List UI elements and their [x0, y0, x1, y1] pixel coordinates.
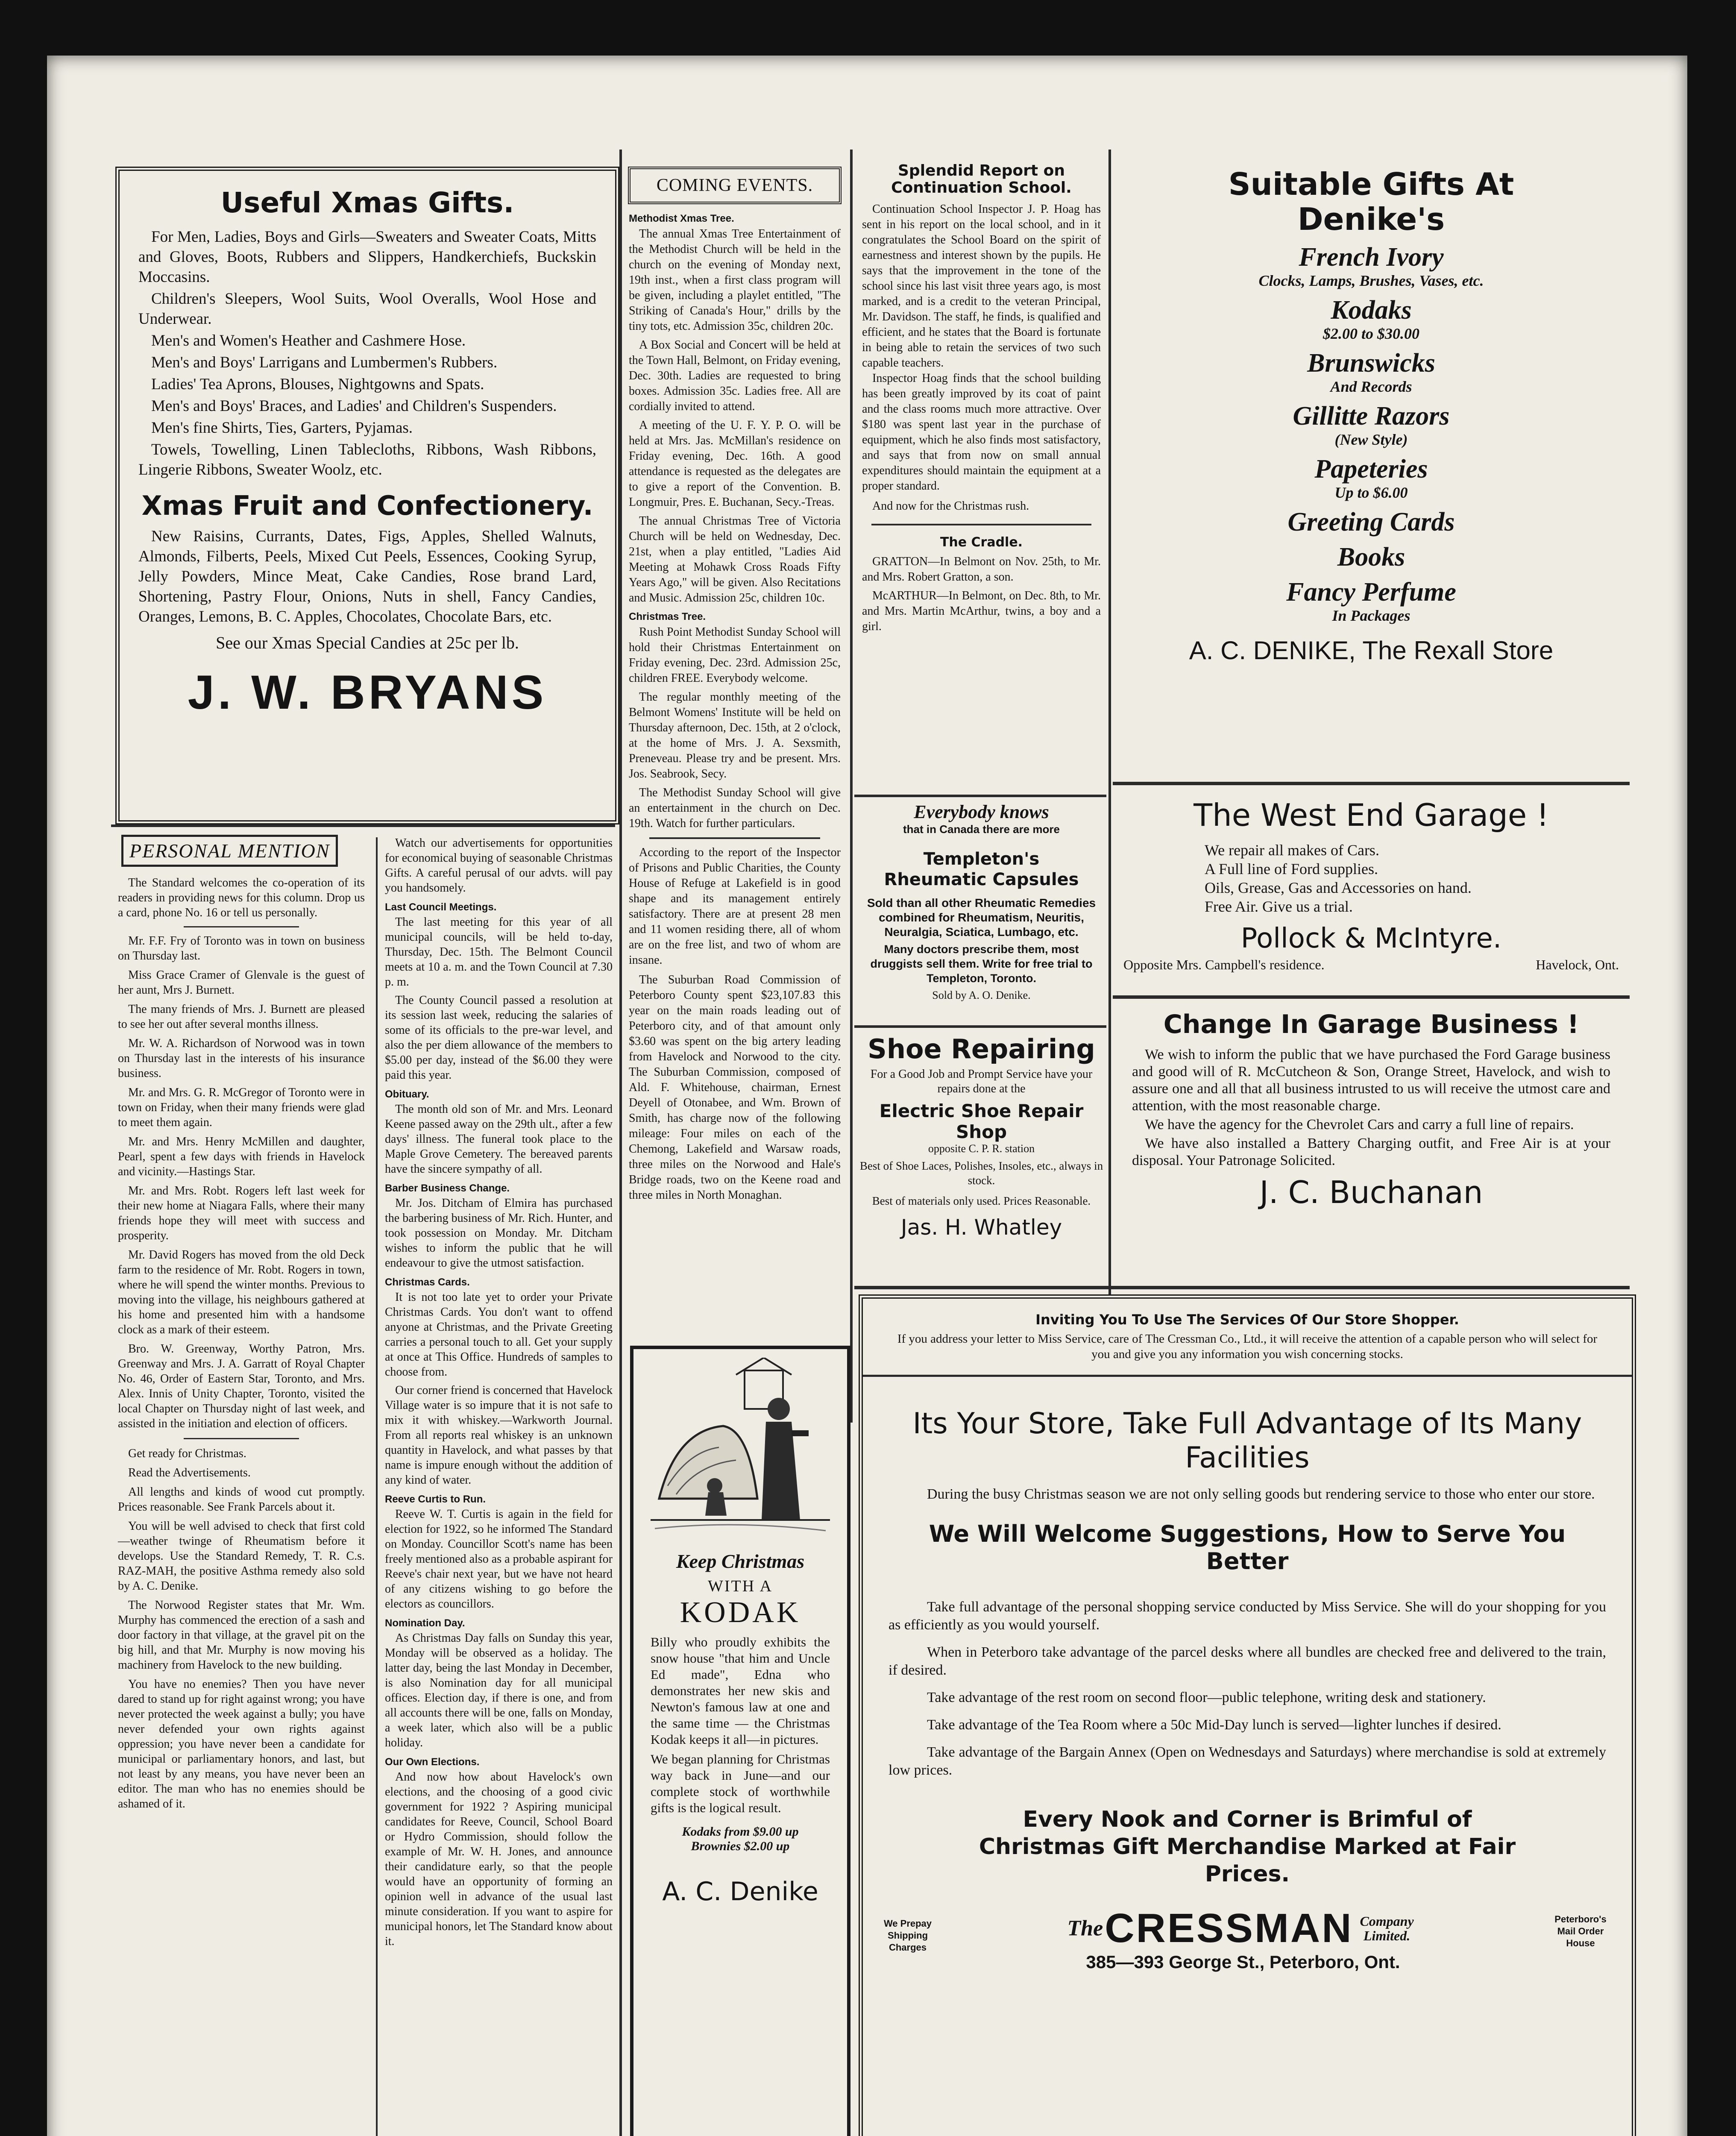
- bryans-fruit-text: New Raisins, Currants, Dates, Figs, Apples, Shelled Walnuts, Almonds, Filberts, Peels, Mixed Cut Peels, Essences, Cooking Syrup, Jelly Powders, Mince Meat, Cake Candies, Rose brand Lard, Shortening, Pastry Flour, Onions, Nuts in shell, Fancy Candies, Oranges, Lemons, B. C. Apples, Chocolates, Chocolate Bars, etc.: [138, 528, 596, 625]
- snow-house-illustration: [651, 1358, 830, 1541]
- bryans-gift-line: Children's Sleepers, Wool Suits, Wool Overalls, Wool Hose and Underwear.: [138, 290, 596, 328]
- cressman-logo-name: CRESSMAN: [1105, 1905, 1353, 1951]
- west-end-footer: [1115, 954, 1628, 975]
- section-rule: [854, 1025, 1106, 1028]
- shoe-shop: Electric Shoe Repair Shop: [879, 1100, 1084, 1142]
- denike-store: A. C. DENIKE, The Rexall Store: [1189, 636, 1554, 665]
- news-heading: Our Own Elections.: [385, 1756, 480, 1768]
- garage-change-p3: We have also installed a Battery Charging outfit, and Free Air is at your disposal. Your Patronage Solicited.: [1132, 1135, 1610, 1168]
- personal-mention-column: [115, 829, 367, 2136]
- event-heading: Methodist Xmas Tree.: [629, 213, 734, 224]
- denike-item-name: Books: [1337, 543, 1405, 572]
- news-item: It is not too late yet to order your Private Christmas Cards. You don't want to offend anyone at Christmas, and the Private Greeting carries a personal touch to all. Get your supply at once at This Office. Hundreds of samples to choose from.: [385, 1291, 613, 1379]
- denike-item-name: Greeting Cards: [1287, 508, 1455, 537]
- christmas-rush: And now for the Christmas rush.: [872, 499, 1029, 513]
- school-report-text-2: Inspector Hoag finds that the school building has been greatly improved by its coat of paint and the class rooms much more attractive. Over $180 was spent last year in the purchase of equipment, which he also finds most satisfactory, and says that from now on small annual expenditures should maintain the equipment at a proper standard.: [862, 372, 1101, 493]
- kodak-prices-2: Brownies $2.00 up: [691, 1839, 790, 1853]
- templeton-ad: [859, 801, 1104, 1023]
- news-item: As Christmas Day falls on Sunday this year, Monday will be observed as a holiday. The latter day, being the last Monday in December, is also Nomination day for all municipal offices. Election day, if there is one, and from all accounts there will be one, falls on Monday, a week later, which also will be a public holiday.: [385, 1631, 613, 1749]
- event-item: The annual Xmas Tree Entertainment of the Methodist Church will be held in the church on the evening of Monday next, 19th inst., when a first class program will be given, including a playlet entitled, "The Striking of Canada's Hour," drills by the tiny tots, etc. Admission 35c, children 20c.: [629, 227, 841, 333]
- kodak-ad: [630, 1346, 850, 2136]
- west-end-garage-ad: [1115, 790, 1628, 991]
- birth-notice: McARTHUR—In Belmont, on Dec. 8th, to Mr. and Mrs. Martin McArthur, twins, a boy and a girl.: [862, 589, 1101, 633]
- cressman-welcome: We Will Welcome Suggestions, How to Serve You Better: [929, 1520, 1566, 1575]
- personal-item: Mr. and Mrs. Robt. Rogers left last week for their new home at Niagara Falls, where their many friends hope they will meet with success and prosperity.: [118, 1184, 365, 1242]
- news-heading: Nomination Day.: [385, 1617, 465, 1629]
- section-rule: [184, 1438, 299, 1439]
- event-item: A Box Social and Concert will be held at the Town Hall, Belmont, on Friday evening, Dec. 30th. Ladies are requested to bring boxes. Admission 35c. Ladies free. All are cordially invited to attend.: [629, 338, 841, 413]
- cressman-intro: During the busy Christmas season we are not only selling goods but rendering service to those who enter our store.: [927, 1486, 1595, 1502]
- templeton-sub: that in Canada there are more: [903, 823, 1060, 836]
- shoe-repair-ad: [859, 1032, 1104, 1271]
- local-news-list: [382, 900, 615, 1949]
- section-rule: [1113, 782, 1630, 785]
- coming-events-column: [624, 158, 846, 1423]
- garage-change-p2: We have the agency for the Chevrolet Cars and carry a full line of repairs.: [1145, 1117, 1574, 1133]
- bryans-gift-line: Men's and Boys' Larrigans and Lumbermen's Rubbers.: [151, 354, 498, 371]
- shoe-title: Shoe Repairing: [868, 1033, 1095, 1065]
- section-rule: [863, 1375, 1632, 1377]
- news-item: The County Council passed a resolution at its session last week, reducing the salaries of some of its officials to the pre-war level, and also the per diem allowance of the members to $5.00 per day, instead of the $6.00 they were paid this year.: [385, 994, 613, 1082]
- road-commission-report: The Suburban Road Commission of Peterboro County spent $23,107.83 this year on the main roads leading out of Peterboro city, and of that amount only $3.60 was spent on the big artery leading from Havelock and Norwood to the city. The Suburban Commission, composed of Ald. F. Whitehouse, chairman, Ernest Deyell of Otonabee, and Wm. Brown of Smith, has charge now of the following mileage: Four miles on each of the Chemong, Lakefield and Warsaw roads, three miles on the Norwood and Hale's Bridge roads, two on the Keene road and three miles in North Monaghan.: [629, 973, 841, 1202]
- news-heading: Reeve Curtis to Run.: [385, 1493, 486, 1505]
- templeton-text-2: Many doctors prescribe them, most druggists sell them. Write for free trial to Templeton, Toronto.: [870, 943, 1093, 985]
- local-note: Get ready for Christmas.: [128, 1447, 246, 1460]
- school-report-column: [859, 158, 1104, 790]
- watch-ads-note: Watch our advertisements for opportunities for economical buying of seasonable Christmas Gifts. A careful perusal of our advts. will pay you handsomely.: [385, 836, 613, 895]
- garage-change-p1: We wish to inform the public that we have purchased the Ford Garage business and good will of R. McCutcheon & Son, Orange Street, Havelock, and wish to assure one and all that all business intrusted to us will receive the utmost care and attention, with the most reasonable charge.: [1132, 1047, 1610, 1114]
- cressman-invite-text: If you address your letter to Miss Service, care of The Cressman Co., Ltd., it will receive the attention of a capable person who will select for you and give you any information you wish concerning stocks.: [897, 1332, 1598, 1361]
- section-rule: [854, 1286, 1630, 1289]
- local-news-column: [382, 829, 615, 2136]
- personal-item: Mr. and Mrs. G. R. McGregor of Toronto were in town on Friday, when their many friends were glad to meet them again.: [118, 1086, 365, 1129]
- bryans-gift-line: Towels, Towelling, Linen Tablecloths, Ribbons, Wash Ribbons, Lingerie Ribbons, Sweater Woolz, etc.: [138, 441, 596, 478]
- personal-item: The many friends of Mrs. J. Burnett are pleased to see her out after several months illness.: [118, 1003, 365, 1031]
- cressman-service: When in Peterboro take advantage of the parcel desks where all bundles are checked free and delivered to the train, if desired.: [889, 1644, 1606, 1678]
- news-item: Reeve W. T. Curtis is again in the field for election for 1922, so he informed The Standard on Monday. Councillor Scott's name has been freely mentioned also as a probable aspirant for Reeve's chair next year, but we have not heard of any citizens wishing to go before the electors as councillors.: [385, 1508, 613, 1611]
- shoe-materials: Best of materials only used. Prices Reasonable.: [872, 1194, 1091, 1207]
- spacer: [385, 1379, 613, 1383]
- denike-item-name: Brunswicks: [1307, 349, 1435, 378]
- west-end-service: Oils, Grease, Gas and Accessories on hand.: [1205, 879, 1472, 896]
- kodak-text-2: We began planning for Christmas way back in June—and our complete stock of worthwhile gifts is the logical result.: [651, 1752, 830, 1815]
- column-rule: [1108, 150, 1111, 1294]
- local-note: You have no enemies? Then you have never dared to stand up for right against wrong; you have never protected the week against a bully; you have never defended your own rights against oppression; you have never been a candidate for municipal or parliamentary honors, and last, but not least by any means, you have never been an editor. The man who has no enemies should be ashamed of it.: [118, 1678, 365, 1810]
- templeton-top: Everybody knows: [914, 801, 1049, 822]
- bryans-gift-line: Men's and Boys' Braces, and Ladies' and Children's Suspenders.: [151, 397, 557, 415]
- denike-item-detail: Clocks, Lamps, Brushes, Vases, etc.: [1258, 272, 1484, 289]
- shoe-owner: Jas. H. Whatley: [900, 1215, 1062, 1240]
- event-item: The regular monthly meeting of the Belmont Womens' Institute will be held on Thursday afternoon, Dec. 15th, at 2 o'clock, at the home of Mrs. J. A. Sexsmith, Preneveau. Please try and be present. Mrs. Jos. Seabrook, Secy.: [629, 690, 841, 780]
- templeton-name: Templeton's Rheumatic Capsules: [884, 849, 1079, 889]
- cressman-left-note: We Prepay Shipping Charges: [883, 1918, 932, 1953]
- templeton-sold: Sold by A. O. Denike.: [932, 989, 1031, 1001]
- denike-item-name: Fancy Perfume: [1286, 578, 1456, 607]
- cressman-service: Take advantage of the Bargain Annex (Open on Wednesdays and Saturdays) where merchandise is sold at extremely low prices.: [889, 1744, 1606, 1778]
- shoe-stock: Best of Shoe Laces, Polishes, Insoles, etc., always in stock.: [859, 1159, 1103, 1187]
- garage-change-title: Change In Garage Business !: [1163, 1009, 1579, 1039]
- spacer: [385, 989, 613, 993]
- cradle-list: [859, 550, 1104, 634]
- personal-items-list: [115, 933, 367, 1431]
- bryans-gift-line: Ladies' Tea Aprons, Blouses, Nightgowns and Spats.: [151, 376, 484, 393]
- personal-item: Mr. David Rogers has moved from the old Deck farm to the residence of Mr. Robt. Rogers in town, where he will spend the winter months. Previous to moving into the village, his neighbours gathered at his home and presented him with a handsome clock as a mark of their esteem.: [118, 1248, 365, 1336]
- cressman-right-note: Peterboro's Mail Order House: [1554, 1914, 1607, 1948]
- personal-intro: The Standard welcomes the co-operation of its readers in providing news for this column. Drop us a card, phone No. 16 or tell us personally.: [118, 876, 365, 919]
- denike-item-list: [1115, 243, 1628, 625]
- bryans-gift-line: Men's fine Shirts, Ties, Garters, Pyjamas.: [151, 419, 413, 437]
- kodak-prices-1: Kodaks from $9.00 up: [682, 1825, 799, 1839]
- kodak-with: WITH A: [707, 1577, 773, 1595]
- section-rule: [649, 837, 820, 839]
- coming-events-title: COMING EVENTS.: [628, 167, 842, 204]
- bryans-gift-line: For Men, Ladies, Boys and Girls—Sweaters and Sweater Coats, Mitts and Gloves, Boots, Rubbers and Slippers, Handkerchiefs, Buckskin Moccasins.: [138, 228, 596, 286]
- local-note: Read the Advertisements.: [128, 1466, 251, 1479]
- event-item: The Methodist Sunday School will give an entertainment in the church on Dec. 19th. Watch for further particulars.: [629, 786, 841, 830]
- news-heading: Barber Business Change.: [385, 1182, 510, 1194]
- west-end-services: [1115, 841, 1628, 916]
- denike-item-name: Gillitte Razors: [1293, 402, 1450, 431]
- shoe-line1: For a Good Job and Prompt Service have your repairs done at the: [870, 1068, 1093, 1095]
- cressman-headline: Its Your Store, Take Full Advantage of Its Many Facilities: [912, 1407, 1582, 1475]
- bryans-ad: [115, 167, 619, 824]
- west-end-opposite: Opposite Mrs. Campbell's residence.: [1123, 957, 1325, 972]
- news-heading: Obituary.: [385, 1089, 429, 1100]
- cressman-service: Take advantage of the rest room on second floor—public telephone, writing desk and stationery.: [927, 1690, 1486, 1705]
- event-item: Rush Point Methodist Sunday School will hold their Christmas Entertainment on Friday evening, Dec. 23rd. Admission 25c, children FREE. Everybody welcome.: [629, 625, 841, 685]
- kodak-text: Billy who proudly exhibits the snow house "that him and Uncle Ed made", Edna who demonstrates her new skis and Newton's famous law at one and the same time — the Christmas Kodak keeps it all—in pictures.: [651, 1634, 830, 1747]
- coming-events-list: [624, 211, 846, 831]
- west-end-service: Free Air. Give us a trial.: [1205, 898, 1353, 915]
- event-heading: Christmas Tree.: [629, 611, 706, 622]
- cressman-service: Take advantage of the Tea Room where a 50c Mid-Day lunch is served—lighter lunches if desired.: [927, 1717, 1501, 1733]
- personal-mention-title: PERSONAL MENTION: [121, 835, 338, 867]
- denike-item-name: Kodaks: [1331, 296, 1412, 325]
- templeton-text: Sold than all other Rheumatic Remedies combined for Rheumatism, Neuritis, Neuralgia, Sciatica, Lumbago, etc.: [867, 896, 1096, 939]
- kodak-illustration: [651, 1358, 830, 1541]
- kodak-brand: KODAK: [680, 1596, 801, 1629]
- event-item: A meeting of the U. F. Y. P. O. will be held at Mrs. Jas. McMillan's residence on Friday evening, Dec. 16th. A good attendance is requested as the delegates are to give a report of the Convention. B. Longmuir, Pres. E. Buchanan, Secy.-Treas.: [629, 419, 841, 509]
- bryans-gift-line: Men's and Women's Heather and Cashmere Hose.: [151, 332, 466, 349]
- cressman-services-list: [863, 1575, 1632, 1779]
- personal-item: Mr. and Mrs. Henry McMillen and daughter, Pearl, spent a few days with friends in Havelock and vicinity.—Hastings Star.: [118, 1135, 365, 1178]
- school-report-title: Splendid Report on Continuation School.: [891, 162, 1072, 197]
- section-rule: [184, 926, 299, 927]
- garage-change-ad: [1115, 1002, 1628, 1284]
- bryans-fruit-title: Xmas Fruit and Confectionery.: [141, 490, 593, 521]
- local-note: All lengths and kinds of wood cut promptly. Prices reasonable. See Frank Parcels about it.: [118, 1485, 365, 1514]
- column-rule: [376, 837, 378, 2136]
- cressman-service: Take full advantage of the personal shopping service conducted by Miss Service. She will do your shopping for you as efficiently as you would yourself.: [889, 1599, 1606, 1633]
- bryans-special: See our Xmas Special Candies at 25c per lb.: [216, 633, 519, 652]
- denike-item-name: French Ivory: [1299, 243, 1444, 272]
- personal-item: Bro. W. Greenway, Worthy Patron, Mrs. Greenway and Mrs. J. A. Garratt of Royal Chapter No. 46, Order of Eastern Star, Toronto, and Mrs. Alex. Innis of Unity Chapter, Toronto, visited the local Chapter on Thursday night of last week, and assisted in the initiation and election of officers.: [118, 1342, 365, 1430]
- bryans-gift-list: [120, 219, 615, 480]
- section-rule: [871, 524, 1091, 525]
- news-item: The month old son of Mr. and Mrs. Leonard Keene passed away on the 29th ult., after a few days' illness. The funeral took place to the Maple Grove Cemetery. The bereaved parents have the sincere sympathy of all.: [385, 1103, 613, 1176]
- denike-item-name: Papeteries: [1314, 455, 1428, 484]
- denike-item-detail: And Records: [1330, 378, 1412, 395]
- west-end-title: The West End Garage !: [1194, 797, 1549, 833]
- cressman-invite: Inviting You To Use The Services Of Our Store Shopper.: [1035, 1312, 1459, 1328]
- section-rule: [854, 795, 1106, 797]
- local-note: The Norwood Register states that Mr. Wm. Murphy has commenced the erection of a sash and door factory in that village, at the gravel pit on the big hill, and that Mr. Murphy is now moving his machinery from Havelock to the new building.: [118, 1599, 365, 1672]
- cressman-footer: [863, 1901, 1632, 1973]
- refuge-report: According to the report of the Inspector of Prisons and Public Charities, the County House of Refuge at Lakefield is in good shape and its management entirely satisfactory. There are at present 28 men and 11 women residing there, all of whom are on the free list, and two of whom are insane.: [629, 846, 841, 967]
- local-notes-list: [115, 1446, 367, 1811]
- birth-notice: GRATTON—In Belmont on Nov. 25th, to Mr. and Mrs. Robert Gratton, a son.: [862, 555, 1101, 584]
- kodak-keep: Keep Christmas: [676, 1550, 805, 1572]
- cressman-nook: Every Nook and Corner is Brimful of Christmas Gift Merchandise Marked at Fair Prices.: [979, 1807, 1516, 1887]
- west-end-firm: Pollock & McIntyre.: [1240, 923, 1502, 954]
- west-end-service: We repair all makes of Cars.: [1205, 842, 1379, 859]
- cressman-ad: [859, 1294, 1636, 2136]
- news-item: The last meeting for this year of all municipal councils, will be held to-day, Thursday, Dec. 15th. The Belmont Council meets at 10 a. m. and the Town Council at 7.30 p. m.: [385, 915, 613, 989]
- denike-item-detail: $2.00 to $30.00: [1323, 325, 1419, 342]
- denike-item-detail: (New Style): [1334, 431, 1408, 448]
- cressman-address: 385—393 George St., Peterboro, Ont.: [1086, 1952, 1400, 1972]
- section-rule: [111, 824, 615, 827]
- denike-title: Suitable Gifts At Denike's: [1228, 166, 1514, 237]
- section-rule: [1113, 995, 1630, 999]
- bryans-title: Useful Xmas Gifts.: [220, 186, 514, 219]
- personal-item: Mr. W. A. Richardson of Norwood was in town on Thursday last in the interests of his insurance business.: [118, 1037, 365, 1080]
- news-item: And now how about Havelock's own elections, and the choosing of a good civic government for 1922 ? Aspiring municipal candidates for Reeve, Council, School Board or Hydro Commission, should follow the example of Mr. W. H. Jones, and announce their candidature early, so that the people would have an opportunity of forming an opinion well in advance of the usual last minute consideration. If you want to aspire for municipal honors, let The Standard know about it.: [385, 1770, 613, 1948]
- local-note: You will be well advised to check that first cold—weather twinge of Rheumatism before it develops. Use the Standard Remedy, T. R. C.s. RAZ-MAH, the positive Asthma remedy also sold by A. C. Denike.: [118, 1520, 365, 1593]
- newspaper-page: [47, 56, 1687, 2136]
- denike-item-detail: Up to $6.00: [1334, 484, 1408, 501]
- cressman-logo-the: The: [1067, 1916, 1103, 1941]
- news-heading: Last Council Meetings.: [385, 901, 497, 913]
- bryans-merchant: J. W. BRYANS: [188, 666, 547, 719]
- cressman-logo-co: Company Limited.: [1360, 1913, 1414, 1943]
- column-rule: [619, 150, 622, 2136]
- column-rule: [850, 150, 853, 1423]
- news-item: Mr. Jos. Ditcham of Elmira has purchased the barbering business of Mr. Rich. Hunter, and took possession on Monday. Mr. Ditcham wishes to inform the public that he will endeavour to give the utmost satisfaction.: [385, 1197, 613, 1270]
- kodak-store: A. C. Denike: [662, 1877, 818, 1907]
- cressman-logo: [982, 1905, 1504, 1972]
- personal-item: Mr. F.F. Fry of Toronto was in town on business on Thursday last.: [118, 934, 365, 962]
- personal-item: Miss Grace Cramer of Glenvale is the guest of her aunt, Mrs J. Burnett.: [118, 968, 365, 997]
- news-item: Our corner friend is concerned that Havelock Village water is so impure that it is not safe to mix it with whiskey.—Warkworth Journal. From all reports real whiskey is an unknown quantity in Havelock, and what passes by that name is impure enough without the addition of any kind of water.: [385, 1384, 613, 1487]
- garage-change-name: J. C. Buchanan: [1259, 1174, 1483, 1210]
- event-item: The annual Christmas Tree of Victoria Church will be held on Wednesday, Dec. 21st, when a play entitled, "Ladies Aid Meeting at Mohawk Cross Roads Fifty Years Ago," will be given. Also Recitations and Music. Admission 25c, children 10c.: [629, 514, 841, 604]
- denike-item-detail: In Packages: [1332, 607, 1410, 624]
- school-report-text: Continuation School Inspector J. P. Hoag has sent in his report on the local school, and in it congratulates the School Board on the spirit of earnestness and interest shown by the pupils. He says that the improvement in the tone of the school since his last visit three years ago, is most marked, and is a credit to the veteran Principal, Mr. Davidson. The staff, he finds, is qualified and efficient, and he states that the Board is fortunate in being able to retain the services of two such capable teachers.: [862, 202, 1101, 370]
- west-end-service: A Full line of Ford supplies.: [1205, 860, 1378, 877]
- west-end-town: Havelock, Ont.: [1536, 957, 1619, 972]
- shoe-location: opposite C. P. R. station: [928, 1142, 1035, 1155]
- news-heading: Christmas Cards.: [385, 1276, 470, 1288]
- denike-gifts-ad: [1115, 158, 1628, 778]
- cradle-title: The Cradle.: [940, 535, 1023, 550]
